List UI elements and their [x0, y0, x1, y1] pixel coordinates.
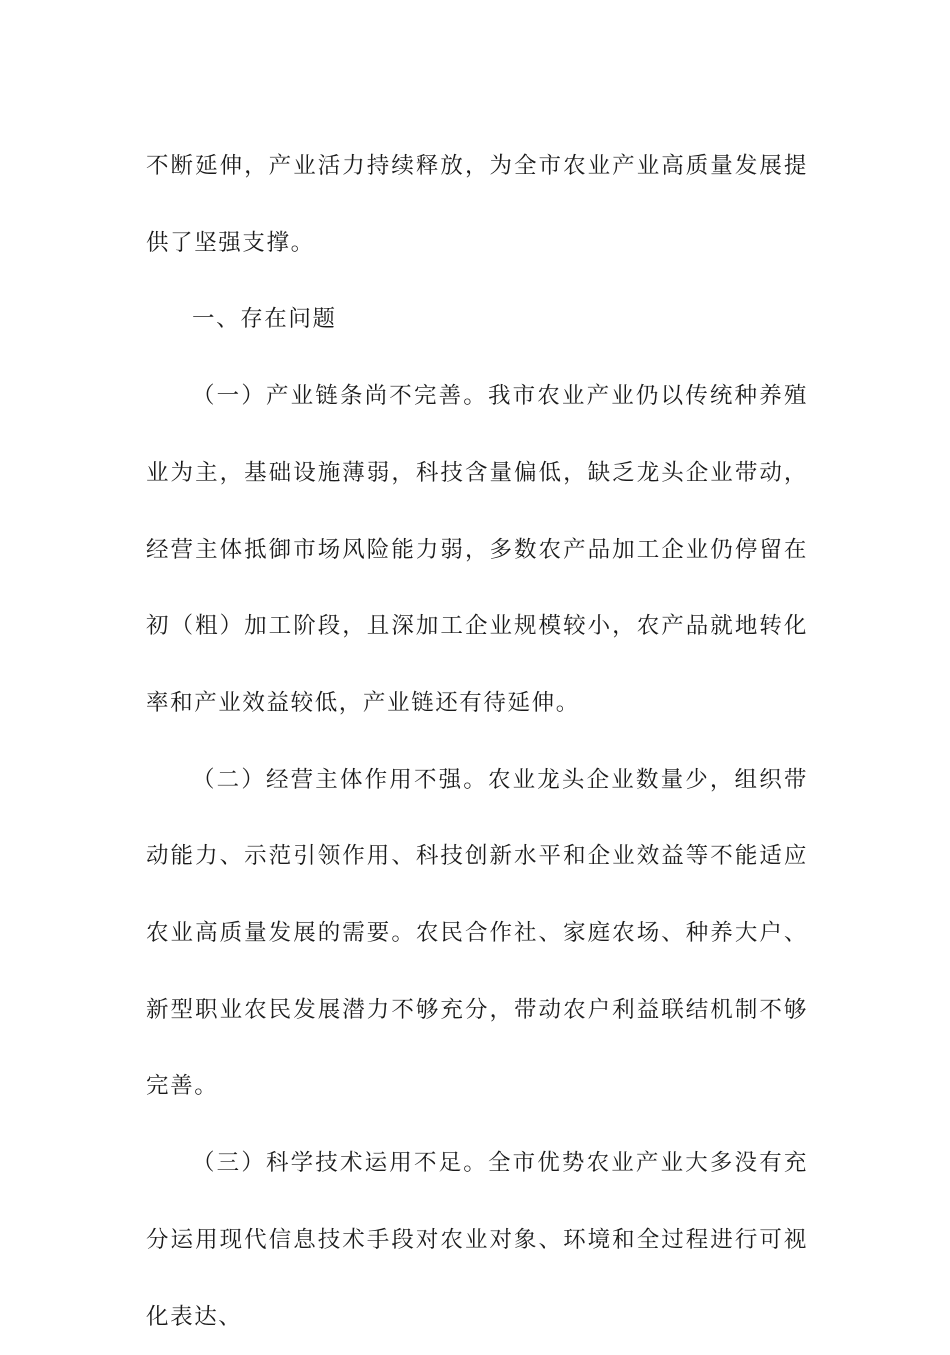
document-body — [146, 128, 808, 1355]
paragraph-technology: （三）科学技术运用不足。全市优势农业产业大多没有充分运用现代信息技术手段对农业对象、环境和全过程进行可视化表达、 — [146, 1150, 808, 1330]
paragraph-industry-chain: （一）产业链条尚不完善。我市农业产业仍以传统种养殖业为主，基础设施薄弱，科技含量偏低，缺乏龙头企业带动，经营主体抵御市场风险能力弱，多数农产品加工企业仍停留在初（粗）加工阶段，且深加工企业规模较小，农产品就地转化率和产业效益较低，产业链还有待延伸。 — [146, 383, 808, 716]
paragraph-business-entities: （二）经营主体作用不强。农业龙头企业数量少，组织带动能力、示范引领作用、科技创新水平和企业效益等不能适应农业高质量发展的需要。农民合作社、家庭农场、种养大户、新型职业农民发展潜力不够充分，带动农户利益联结机制不够完善。 — [146, 766, 808, 1100]
paragraph-continuation: 不断延伸，产业活力持续释放，为全市农业产业高质量发展提供了坚强支撑。 — [146, 153, 808, 256]
section-heading-problems: 一、存在问题 — [192, 306, 337, 333]
